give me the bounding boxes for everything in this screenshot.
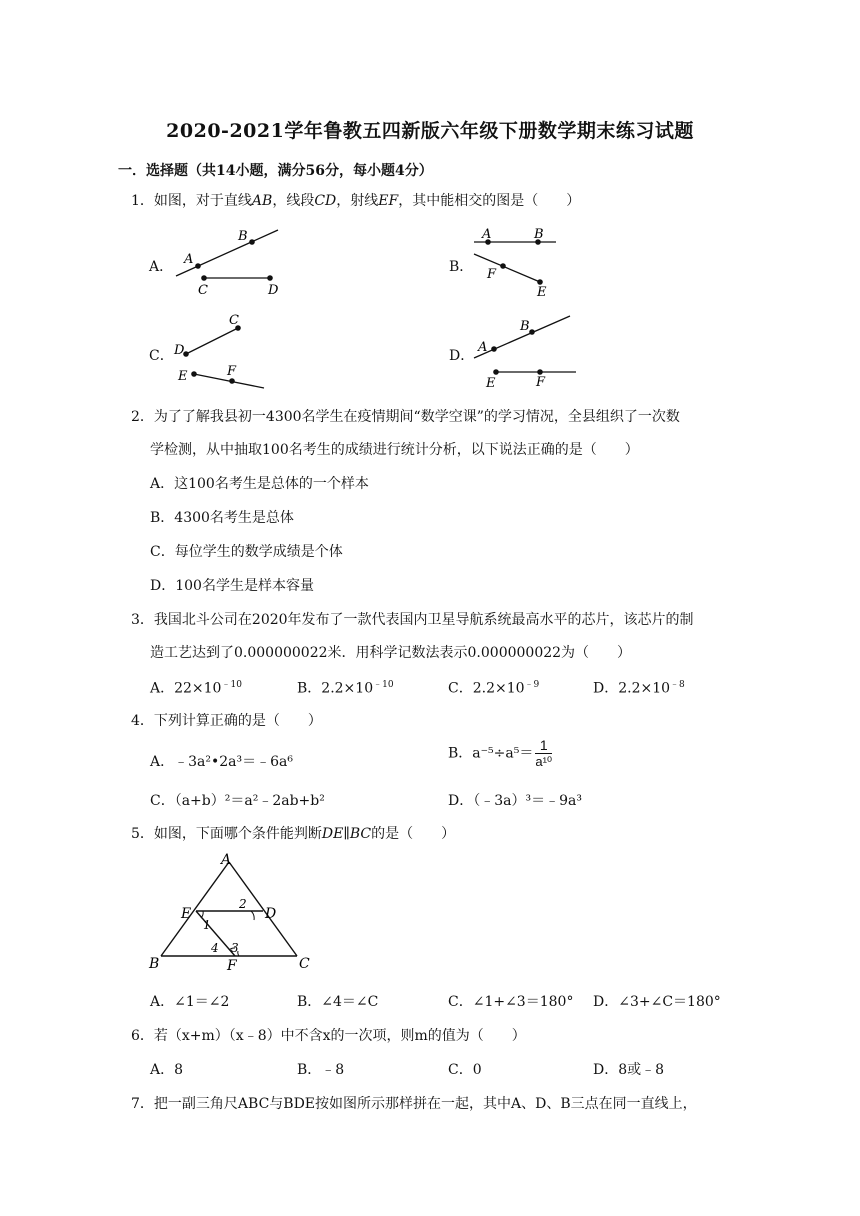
q6-option-d: D．8或﹣8 (593, 1062, 665, 1078)
label-f: F (487, 267, 497, 282)
page-title: 2020-2021学年鲁教五四新版六年级下册数学期末练习试题 (166, 120, 694, 142)
angle-4-label: 4 (211, 941, 219, 955)
label-b: B (149, 956, 160, 972)
q1-option-d-label: D． (449, 348, 475, 364)
label-d: D (265, 906, 277, 922)
q2-option-a: A．这100名考生是总体的一个样本 (150, 476, 369, 492)
label-a: A (221, 852, 232, 868)
q1-option-b-label: B． (449, 259, 474, 275)
label-b: B (534, 227, 544, 242)
question-3-line-1: 3．我国北斗公司在2020年发布了一款代表国内卫星导航系统最高水平的芯片，该芯片的制 (131, 612, 694, 628)
label-f: F (227, 958, 237, 974)
q3-option-b: B．$2.2\times 10^{﹣10}$ (297, 680, 394, 697)
q1-figure-a (170, 224, 290, 300)
label-c: C (229, 313, 239, 328)
label-a: A (478, 340, 488, 355)
question-1-stem: 1．如图，对于直线AB，线段CD，射线EF，其中能相交的图是（ ） (131, 193, 581, 209)
q3-option-c: C．$2.2\times 10^{﹣9}$ (448, 680, 540, 697)
q1-figure-b (470, 224, 570, 300)
q1-option-c-label: C． (149, 348, 174, 364)
q4-option-b: B．a⁻⁵÷a⁵＝ $\frac{1}{\text{a¹⁰}}$ (448, 737, 553, 769)
q1-option-a-label: A． (149, 259, 174, 275)
q2-option-c: C．每位学生的数学成绩是个体 (150, 544, 343, 560)
label-c: C (299, 956, 310, 972)
label-e: E (181, 906, 192, 922)
label-e: E (486, 376, 496, 390)
q2-option-b: B．4300名考生是总体 (150, 510, 294, 526)
fraction: $\frac{1}{\text{a¹⁰}}$ (535, 737, 553, 769)
q6-option-b: B．﹣8 (297, 1062, 345, 1078)
label-b: B (238, 229, 248, 244)
q5-option-d: D．∠3+∠C＝180° (593, 994, 721, 1010)
angle-2-label: 2 (239, 897, 247, 911)
label-e: E (178, 369, 188, 384)
label-c: C (198, 283, 208, 298)
label-e: E (537, 285, 547, 300)
question-3-line-2: 造工艺达到了0.000000022米．用科学记数法表示0.000000022为（ ） (150, 645, 632, 661)
section-heading: 一．选择题（共14小题，满分56分，每小题4分） (118, 163, 433, 179)
question-6-stem: 6．若（x+m）（x﹣8）中不含x的一次项，则m的值为（ ） (131, 1028, 526, 1044)
q3-option-d: D．$2.2\times 10^{﹣8}$ (593, 680, 685, 697)
q6-option-a: A．8 (150, 1062, 184, 1078)
q5-option-a: A．∠1＝∠2 (150, 994, 230, 1010)
q6-option-c: C．0 (448, 1062, 482, 1078)
q4-option-d: D．（﹣3a）³＝﹣9a³ (448, 793, 582, 809)
q1-figure-d (470, 310, 580, 390)
q4-option-a: A．﹣3a²•2a³＝﹣6a⁶ (150, 754, 293, 770)
label-a: A (184, 252, 194, 267)
question-2-line-1: 2．为了了解我县初一4300名学生在疫情期间“数学空课”的学习情况，全县组织了一次数 (131, 409, 680, 425)
question-5-stem: 5．如图，下面哪个条件能判断DE∥BC的是（ ） (131, 826, 456, 842)
angle-3-label: 3 (231, 941, 239, 955)
label-a: A (482, 227, 492, 242)
label-d: D (268, 283, 279, 298)
question-7-stem: 7．把一副三角尺ABC与BDE按如图所示那样拼在一起，其中A、D、B三点在同一直线上， (131, 1096, 697, 1112)
angle-1-label: 1 (203, 918, 211, 932)
q2-option-d: D．100名学生是样本容量 (150, 578, 314, 594)
label-d: D (174, 343, 185, 358)
q3-option-a: A．$22\times 10^{﹣10}$ (150, 680, 242, 697)
q5-option-c: C．∠1+∠3＝180° (448, 994, 574, 1010)
question-2-line-2: 学检测，从中抽取100名考生的成绩进行统计分析，以下说法正确的是（ ） (150, 442, 639, 458)
label-f: F (536, 375, 546, 390)
q5-option-b: B．∠4＝∠C (297, 994, 379, 1010)
q5-triangle-figure (143, 852, 323, 974)
q4-option-c: C．（a+b）²＝a²﹣2ab+b² (150, 793, 325, 809)
q1-figure-c (170, 310, 280, 390)
label-b: B (520, 319, 530, 334)
label-f: F (227, 364, 237, 379)
question-4-stem: 4．下列计算正确的是（ ） (131, 713, 322, 729)
